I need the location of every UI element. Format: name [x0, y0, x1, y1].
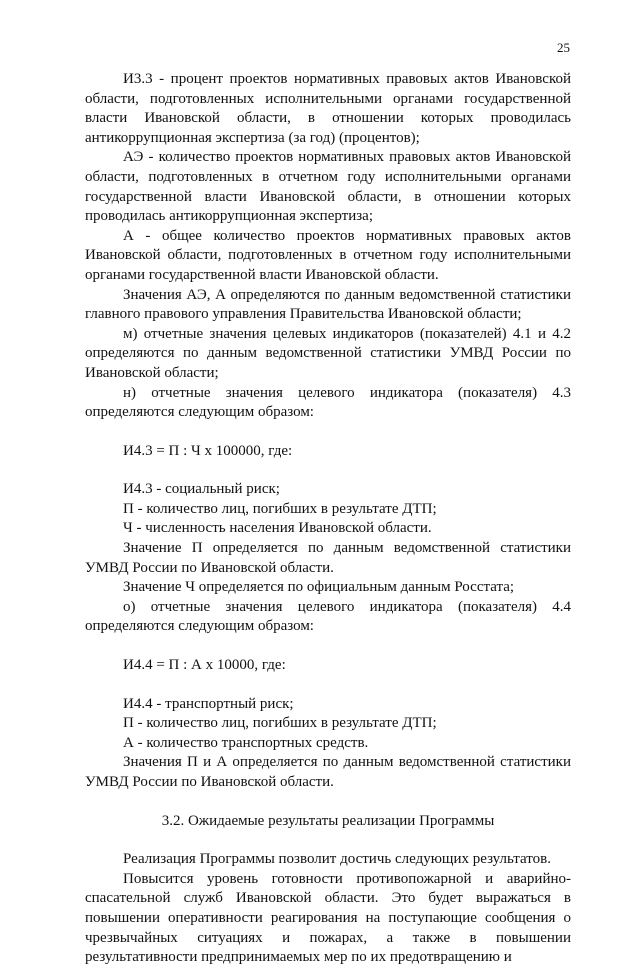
- paragraph: м) отчетные значения целевых индикаторов (показателей) 4.1 и 4.2 определяются по данным ведомственной статистики УМВД России по Ивановской области;: [85, 325, 571, 381]
- paragraph: И3.3 - процент проектов нормативных правовых актов Ивановской области, подготовленных исполнительными органами государственной власти Ивановской области, в отношении которых проводилась антикоррупционная экспертиза (за год) (процентов);: [85, 71, 571, 146]
- paragraph: Повысится уровень готовности противопожарной и аварийно-спасательной служб Ивановской области. Это будет выражаться в повышении оперативности реагирования на поступающие сообщения о чрезвычайных ситуациях и пожарах, а также в повышении результативности предпринимаемых мер по их предотвращению и: [85, 870, 571, 966]
- paragraph: Реализация Программы позволит достичь следующих результатов.: [123, 851, 551, 868]
- paragraph: АЭ - количество проектов нормативных правовых актов Ивановской области, подготовленных в отчетном году исполнительными органами государственной власти Ивановской области, в отношении которых проводилась антикоррупционная экспертиза;: [85, 149, 571, 225]
- formula: И4.3 = П : Ч х 100000, где:: [123, 442, 293, 459]
- paragraph: Значение Ч определяется по официальным данным Росстата;: [123, 579, 515, 596]
- paragraph: П - количество лиц, погибших в результате ДТП;: [123, 500, 437, 517]
- paragraph: И4.3 - социальный риск;: [123, 481, 280, 498]
- paragraph: Значения П и А определяется по данным ведомственной статистики УМВД России по Ивановской области.: [85, 754, 571, 790]
- paragraph: И4.4 - транспортный риск;: [123, 695, 294, 712]
- formula: И4.4 = П : А х 10000, где:: [123, 657, 286, 674]
- page-number: 25: [557, 40, 570, 55]
- paragraph: А - общее количество проектов нормативных правовых актов Ивановской области, подготовленных в отчетном году исполнительными органами государственной власти Ивановской области.: [85, 227, 571, 283]
- paragraph: А - количество транспортных средств.: [123, 734, 369, 751]
- paragraph: П - количество лиц, погибших в результате ДТП;: [123, 715, 437, 732]
- paragraph: Значение П определяется по данным ведомственной статистики УМВД России по Ивановской области.: [85, 540, 571, 576]
- paragraph: Значения АЭ, А определяются по данным ведомственной статистики главного правового управления Правительства Ивановской области;: [85, 286, 571, 323]
- paragraph: Ч - численность населения Ивановской области.: [123, 520, 432, 537]
- section-heading: 3.2. Ожидаемые результаты реализации Программы: [161, 812, 495, 829]
- paragraph: о) отчетные значения целевого индикатора (показателя) 4.4 определяются следующим образом:: [85, 598, 571, 635]
- document-body: [85, 70, 571, 968]
- paragraph: н) отчетные значения целевого индикатора (показателя) 4.3 определяются следующим образом:: [85, 384, 571, 421]
